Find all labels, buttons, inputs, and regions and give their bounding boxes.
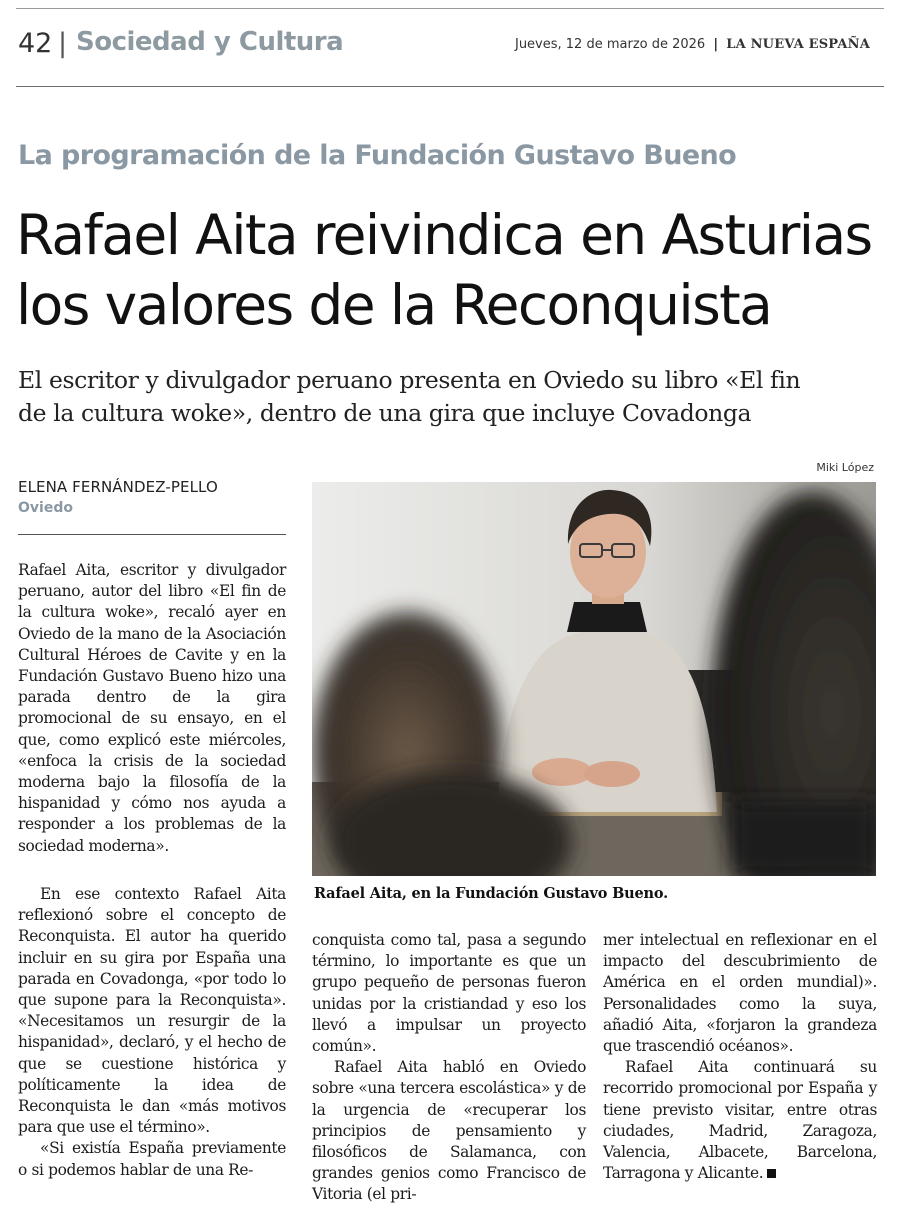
byline-author: ELENA FERNÁNDEZ-PELLO — [18, 478, 218, 496]
headline — [16, 200, 896, 340]
body-paragraph: «Si existía España previamente o si podemos hablar de una Re- — [18, 1139, 286, 1179]
section-title: Sociedad y Cultura — [76, 27, 344, 57]
header-separator: | — [58, 28, 68, 59]
top-rule — [16, 8, 884, 9]
page-number: 42 — [18, 28, 53, 59]
photo-illustration — [312, 482, 876, 876]
body-paragraph: Rafael Aita habló en Oviedo sobre «una tercera escolástica» y de la urgencia de «recuperar los principios de pensamiento y filosóficos de Salamanca, con grandes genios como Francisco de Vitoria (el pri- — [312, 1058, 586, 1204]
body-paragraph-text: Rafael Aita continuará su recorrido promocional por España y tiene previsto visitar, entre otras ciudades, Madrid, Zaragoza, Valencia, Albacete, Barcelona, Tarragona y Alicante. — [603, 1058, 877, 1183]
header-rule — [16, 86, 884, 87]
dateline-separator: | — [713, 37, 719, 52]
byline-rule — [18, 534, 286, 535]
body-paragraph: En ese contexto Rafael Aita reflexionó sobre el concepto de Reconquista. El autor ha querido incluir en su gira por España una parada en Covadonga, «por todo lo que supone para la Reconquista». «Necesitamos un resurgir de la hispanidad», declaró, y el hecho de que se cuestione histórica y políticamente la idea de Reconquista le dan «más motivos para que use el término». — [18, 885, 286, 1137]
body-paragraph: Rafael Aita, escritor y divulgador peruano, autor del libro «El fin de la cultura woke», recaló ayer en Oviedo de la mano de la Asociación Cultural Héroes de Cavite y en la Fundación Gustavo Bueno hizo una parada dentro de la gira promocional de su ensayo, en el que, como explicó este miércoles, «enfoca la crisis de la sociedad moderna bajo la filosofía de la hispanidad y cómo nos ayuda a responder a los problemas de la sociedad moderna». — [18, 561, 286, 855]
headline-line-2: los valores de la Reconquista — [16, 273, 772, 337]
kicker: La programación de la Fundación Gustavo Bueno — [18, 140, 737, 171]
deck-line-1: El escritor y divulgador peruano presenta en Oviedo su libro «El fin — [18, 366, 801, 394]
deck-line-2: de la cultura woke», dentro de una gira que incluye Covadonga — [18, 399, 752, 427]
end-mark-icon — [767, 1169, 776, 1178]
body-column-3 — [603, 930, 877, 1184]
body-paragraph: conquista como tal, pasa a segundo término, lo importante es que un grupo pequeño de personas fueron unidas por la cristiandad y eso los llevó a impulsar un proyecto común». — [312, 931, 586, 1056]
masthead: LA NUEVA ESPAÑA — [726, 37, 870, 52]
deck — [18, 364, 888, 430]
body-paragraph: mer intelectual en reflexionar en el impacto del descubrimiento de América en el orden mundial)». Personalidades como la suya, añadió Aita, «forjaron la grandeza que trascendió océanos». — [603, 931, 877, 1056]
photo-credit: Miki López — [816, 461, 874, 474]
photo-caption: Rafael Aita, en la Fundación Gustavo Bueno. — [314, 885, 668, 902]
byline-location: Oviedo — [18, 500, 73, 516]
body-column-2 — [312, 930, 586, 1206]
headline-line-1: Rafael Aita reivindica en Asturias — [16, 203, 872, 267]
body-column-1-bottom — [18, 884, 286, 1181]
body-paragraph — [603, 1057, 877, 1184]
dateline — [515, 37, 870, 52]
article-photo — [312, 482, 876, 876]
issue-date: Jueves, 12 de marzo de 2026 — [514, 37, 706, 52]
body-column-1-top — [18, 560, 286, 857]
